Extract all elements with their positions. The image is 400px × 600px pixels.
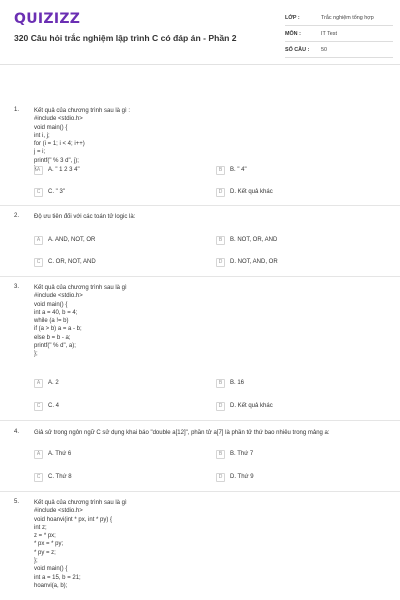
meta-value: IT Test xyxy=(321,30,337,37)
option-letter-box: C xyxy=(34,402,43,411)
option-text: C. " 3" xyxy=(48,189,65,195)
option-text: B. NOT, OR, AND xyxy=(230,237,278,243)
meta-row-count xyxy=(285,42,393,58)
question-text: Kết quả của chương trình sau là gì : #include <stdio.h> void main() { int i, j; for (i = 1; i < 4; i++) j = i; printf(" % 3 d", j); }; xyxy=(34,108,131,173)
option-c[interactable] xyxy=(34,186,65,198)
option-c[interactable] xyxy=(34,400,59,412)
option-letter-box: D xyxy=(216,188,225,197)
option-letter-box: D xyxy=(216,402,225,411)
question-number: 3. xyxy=(14,284,20,290)
option-letter-box: C xyxy=(34,188,43,197)
question-number: 5. xyxy=(14,499,20,505)
option-text: A. AND, NOT, OR xyxy=(48,237,96,243)
option-b[interactable] xyxy=(216,448,253,460)
option-d[interactable] xyxy=(216,256,278,268)
option-text: D. NOT, AND, OR xyxy=(230,259,278,265)
option-text: A. 2 xyxy=(48,380,59,386)
question-text: Kết quả của chương trình sau là gì #include <stdio.h> void hoanvi(int * px, int * py) { int z; z = * px; * px = * py; * py = z; }; void main() { int a = 15, b = 21; hoanvi(a, b); xyxy=(34,500,127,589)
question-number: 2. xyxy=(14,213,20,219)
option-letter-box: C xyxy=(34,473,43,482)
question-number: 1. xyxy=(14,107,20,113)
question-divider xyxy=(0,420,400,421)
option-a[interactable] xyxy=(34,234,95,246)
option-c[interactable] xyxy=(34,256,96,268)
document-header xyxy=(0,0,400,62)
question-text: Kết quả của chương trình sau là gì #include <stdio.h> void main() { int a = 40, b = 4; while (a != b) if (a > b) a = a - b; else b = b - a; printf(" % d", a); }; xyxy=(34,285,127,358)
meta-label: SỐ CÂU : xyxy=(285,46,310,53)
option-letter-box: A xyxy=(34,236,43,245)
option-b[interactable] xyxy=(216,164,247,176)
meta-value: 50 xyxy=(321,46,327,53)
meta-value: Trắc nghiệm tổng hợp xyxy=(321,14,374,21)
meta-row-subject xyxy=(285,26,393,42)
option-text: B. 16 xyxy=(230,380,245,386)
option-letter-box: D xyxy=(216,473,225,482)
option-letter-box: C xyxy=(34,258,43,267)
question-divider xyxy=(0,491,400,492)
meta-label: MÔN : xyxy=(285,30,301,37)
question-divider xyxy=(0,276,400,277)
option-b[interactable] xyxy=(216,234,277,246)
option-text: C. OR, NOT, AND xyxy=(48,259,96,265)
option-letter-box: B xyxy=(216,450,225,459)
option-d[interactable] xyxy=(216,186,273,198)
option-text: D. Kết quả khác xyxy=(230,403,273,409)
option-letter-box: B xyxy=(216,236,225,245)
option-letter-box: A xyxy=(34,166,43,175)
option-letter-box: B xyxy=(216,379,225,388)
option-text: C. Thứ 8 xyxy=(48,474,72,480)
option-letter-box: A xyxy=(34,379,43,388)
option-text: A. Thứ 6 xyxy=(48,451,72,457)
option-text: D. Kết quả khác xyxy=(230,189,273,195)
page-title: 320 Câu hỏi trắc nghiệm lập trình C có đáp án - Phần 2 xyxy=(14,33,237,43)
option-letter-box: B xyxy=(216,166,225,175)
option-b[interactable] xyxy=(216,377,244,389)
option-letter-box: A xyxy=(34,450,43,459)
meta-row-class xyxy=(285,10,393,26)
option-d[interactable] xyxy=(216,471,254,483)
option-text: B. Thứ 7 xyxy=(230,451,254,457)
option-c[interactable] xyxy=(34,471,72,483)
option-d[interactable] xyxy=(216,400,273,412)
question-divider xyxy=(0,205,400,206)
meta-label: LỚP : xyxy=(285,14,300,21)
option-a[interactable] xyxy=(34,164,80,176)
quizizz-logo: QUIZIZZ xyxy=(14,11,81,27)
question-number: 4. xyxy=(14,429,20,435)
option-text: B. " 4" xyxy=(230,167,247,173)
header-divider xyxy=(0,64,400,65)
option-text: A. " 1 2 3 4" xyxy=(48,167,80,173)
option-letter-box: D xyxy=(216,258,225,267)
option-a[interactable] xyxy=(34,448,71,460)
question-text: Giả sử trong ngôn ngữ C sử dụng khai báo "double a[12]", phần tử a[7] là phần tử thứ bao nhiêu trong mảng a: xyxy=(34,430,330,436)
question-text: Độ ưu tiên đối với các toán tử logic là: xyxy=(34,214,136,220)
option-text: C. 4 xyxy=(48,403,60,409)
option-text: D. Thứ 9 xyxy=(230,474,254,480)
meta-table xyxy=(285,10,393,58)
option-a[interactable] xyxy=(34,377,59,389)
